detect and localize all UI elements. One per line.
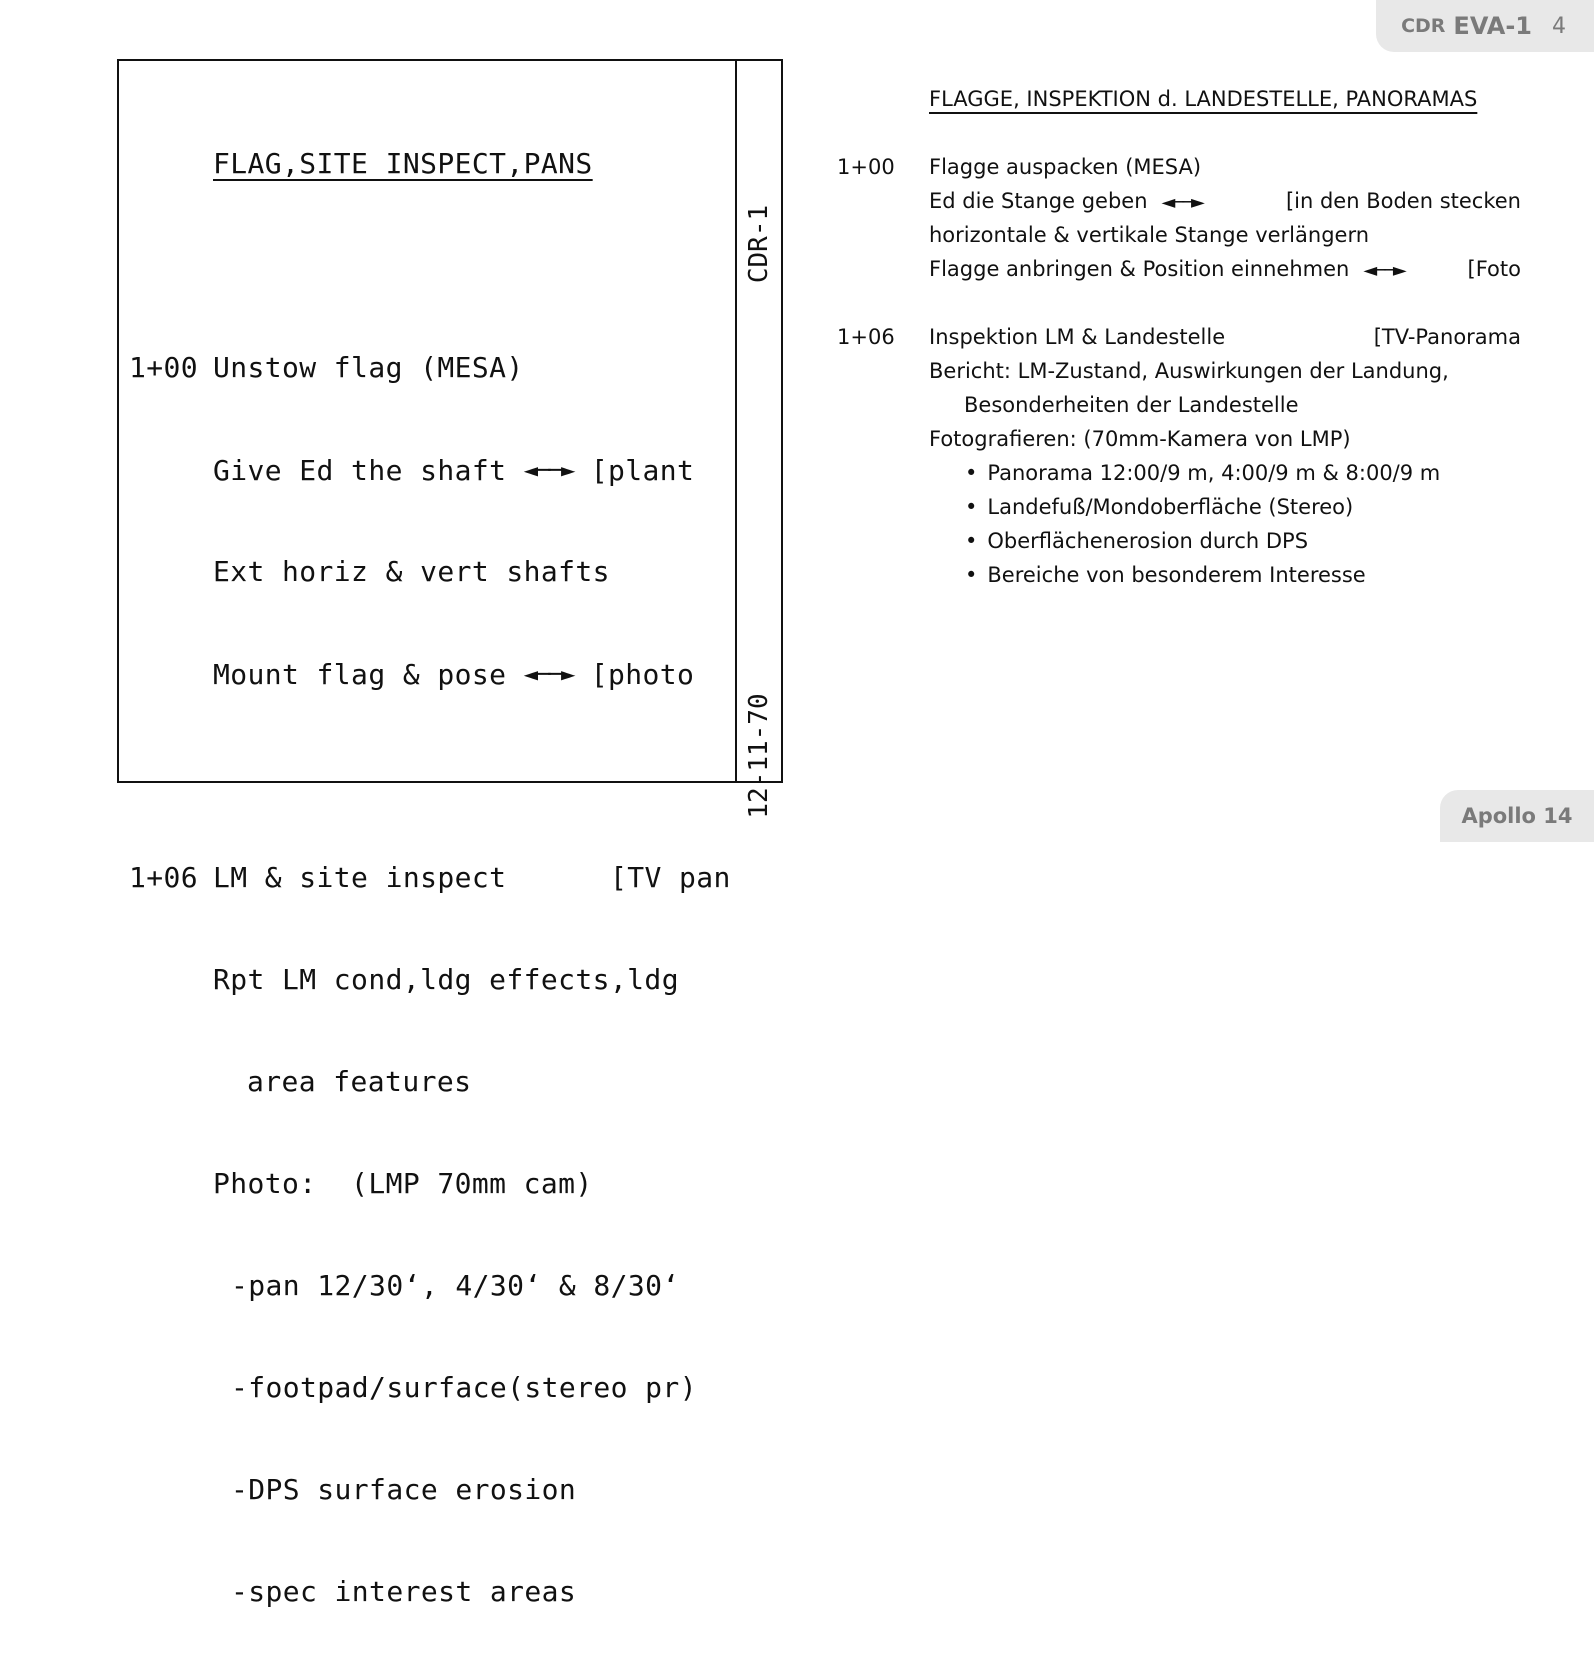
translation-note: [in den Boden stecken — [1285, 189, 1521, 213]
double-arrow-icon: ◄──► — [1161, 192, 1203, 213]
translation-step: Fotografieren: (70mm-Kamera von LMP) — [929, 427, 1351, 451]
page-header-tab — [1376, 0, 1594, 52]
translation-note: [Foto — [1467, 257, 1521, 281]
strip-date-label: 12-11-70 — [744, 693, 774, 819]
card-line — [129, 1575, 731, 1609]
card-step-note: [TV pan — [609, 861, 731, 894]
translation-line — [837, 184, 1537, 218]
translation-step: Inspektion LM & Landestelle — [929, 325, 1226, 349]
time-stamp: 1+00 — [837, 155, 895, 179]
card-content — [129, 79, 731, 1677]
card-step: -DPS surface erosion — [231, 1473, 577, 1506]
translation-line — [837, 218, 1537, 252]
double-arrow-icon: ◄──► — [523, 456, 574, 484]
card-line — [129, 351, 731, 385]
translation-line — [837, 422, 1537, 456]
card-step-note: [photo — [590, 658, 695, 691]
mission-footer-tab — [1440, 790, 1594, 842]
card-step: Rpt LM cond,ldg effects,ldg — [213, 963, 679, 996]
card-line — [129, 861, 731, 895]
translation-title: FLAGGE, INSPEKTION d. LANDESTELLE, PANORAMAS — [929, 87, 1478, 111]
card-line — [129, 1269, 731, 1303]
card-step: Mount flag & pose — [213, 658, 507, 691]
card-step: -spec interest areas — [231, 1575, 577, 1608]
card-step: Unstow flag (MESA) — [213, 351, 524, 384]
translation-step: horizontale & vertikale Stange verlängern — [929, 223, 1370, 247]
translation-line — [837, 388, 1537, 422]
eva-label: EVA-1 — [1453, 12, 1532, 40]
role-label: CDR — [1401, 15, 1446, 37]
translation-bullet: • Oberflächenerosion durch DPS — [837, 524, 1537, 558]
page-number: 4 — [1552, 13, 1566, 39]
translation-step: Ed die Stange geben — [929, 189, 1148, 213]
checklist-card — [117, 59, 783, 1608]
card-step-note: [plant — [590, 454, 695, 487]
card-line — [129, 555, 731, 589]
translation-line — [837, 150, 1537, 184]
translation-step: Flagge auspacken (MESA) — [929, 155, 1202, 179]
time-stamp: 1+00 — [129, 351, 199, 384]
translation-step: Bericht: LM-Zustand, Auswirkungen der Landung, — [929, 359, 1449, 383]
card-step: LM & site inspect — [213, 861, 507, 894]
card-step: Ext horiz & vert shafts — [213, 555, 610, 588]
translation-line — [837, 320, 1537, 354]
translation-line — [837, 354, 1537, 388]
card-line — [129, 1371, 731, 1405]
mission-label: Apollo 14 — [1461, 804, 1573, 828]
double-arrow-icon: ◄──► — [1363, 260, 1405, 281]
card-title: FLAG,SITE INSPECT,PANS — [213, 147, 593, 180]
translation-bullet: • Panorama 12:00/9 m, 4:00/9 m & 8:00/9 m — [837, 456, 1537, 490]
translation-step: Flagge anbringen & Position einnehmen — [929, 257, 1350, 281]
translation-note: [TV-Panorama — [1373, 325, 1521, 349]
card-line — [129, 453, 731, 487]
card-line — [129, 657, 731, 691]
time-stamp: 1+06 — [837, 325, 895, 349]
card-line — [129, 1065, 731, 1099]
card-line — [129, 1473, 731, 1507]
card-step: Photo: (LMP 70mm cam) — [213, 1167, 593, 1200]
translation-panel — [837, 82, 1537, 592]
translation-bullet: • Landefuß/Mondoberfläche (Stereo) — [837, 490, 1537, 524]
card-line — [129, 1167, 731, 1201]
translation-step: Besonderheiten der Landestelle — [964, 393, 1299, 417]
time-stamp: 1+06 — [129, 861, 199, 894]
translation-bullet: • Bereiche von besonderem Interesse — [837, 558, 1537, 592]
double-arrow-icon: ◄──► — [523, 660, 574, 688]
card-side-strip — [735, 61, 781, 819]
card-step: Give Ed the shaft — [213, 454, 507, 487]
card-step: area features — [247, 1065, 472, 1098]
card-line — [129, 963, 731, 997]
card-step: -pan 12/30‘, 4/30‘ & 8/30‘ — [231, 1269, 680, 1302]
strip-crew-label: CDR-1 — [744, 204, 774, 284]
card-step: -footpad/surface(stereo pr) — [231, 1371, 697, 1404]
translation-line — [837, 252, 1537, 286]
